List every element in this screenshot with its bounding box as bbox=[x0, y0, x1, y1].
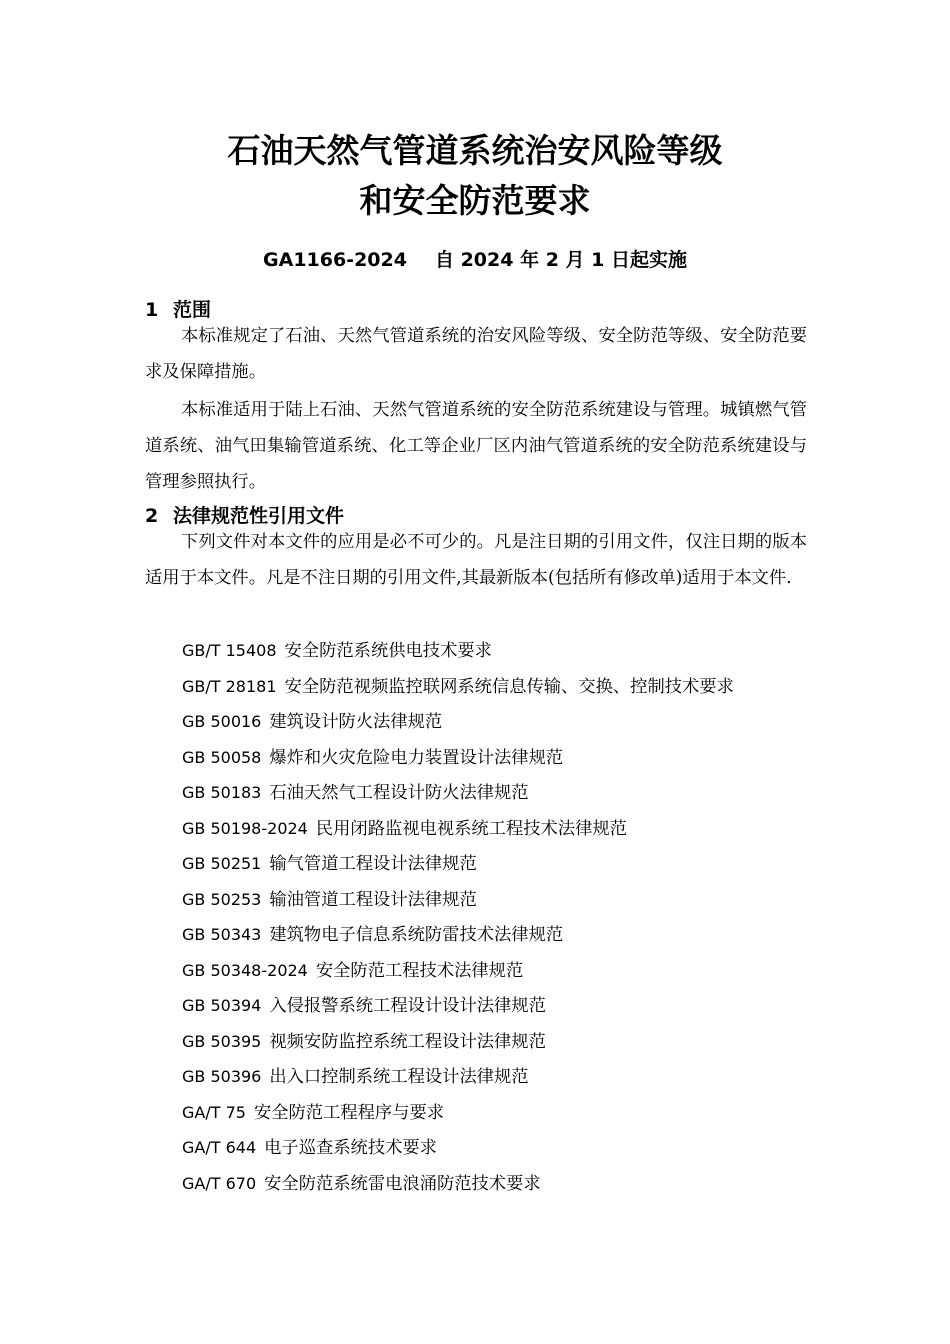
reference-code: GB/T 28181 bbox=[182, 677, 277, 696]
reference-code: GB 50198-2024 bbox=[182, 819, 308, 838]
reference-title: 安全防范工程技术法律规范 bbox=[315, 961, 524, 981]
reference-item bbox=[182, 780, 529, 806]
document-title-line-2: 和安全防范要求 bbox=[359, 181, 591, 220]
reference-title: 视频安防监控系统工程设计法律规范 bbox=[269, 1032, 546, 1052]
reference-title: 入侵报警系统工程设计设计法律规范 bbox=[269, 996, 546, 1016]
section-number: 1 bbox=[145, 299, 159, 321]
section-number: 2 bbox=[145, 505, 159, 527]
reference-item bbox=[182, 1029, 546, 1055]
section-title: 法律规范性引用文件 bbox=[173, 505, 345, 527]
reference-item bbox=[182, 1064, 529, 1090]
paragraph: 下列文件对本文件的应用是必不可少的。凡是注日期的引用文件，仅注日期的版本适用于本文件。凡是不注日期的引用文件,其最新版本(包括所有修改单)适用于本文件. bbox=[145, 532, 807, 588]
reference-code: GB 50395 bbox=[182, 1032, 262, 1051]
reference-title: 出入口控制系统工程设计法律规范 bbox=[269, 1067, 529, 1087]
document-title-line-1: 石油天然气管道系统治安风险等级 bbox=[227, 131, 723, 170]
reference-code: GA/T 670 bbox=[182, 1174, 257, 1193]
reference-item bbox=[182, 1171, 541, 1197]
reference-code: GA/T 644 bbox=[182, 1138, 257, 1157]
reference-title: 建筑设计防火法律规范 bbox=[269, 712, 443, 732]
reference-title: 爆炸和火灾危险电力装置设计法律规范 bbox=[269, 748, 564, 768]
reference-item bbox=[182, 709, 442, 735]
reference-item bbox=[182, 674, 734, 700]
reference-code: GB 50058 bbox=[182, 748, 262, 767]
reference-item bbox=[182, 851, 477, 877]
reference-item bbox=[182, 993, 546, 1019]
reference-title: 石油天然气工程设计防火法律规范 bbox=[269, 783, 529, 803]
reference-title: 安全防范视频监控联网系统信息传输、交换、控制技术要求 bbox=[284, 677, 734, 697]
reference-item bbox=[182, 922, 563, 948]
reference-code: GB 50343 bbox=[182, 925, 262, 944]
reference-title: 安全防范系统供电技术要求 bbox=[284, 641, 492, 661]
reference-item bbox=[182, 745, 563, 771]
paragraph: 本标准适用于陆上石油、天然气管道系统的安全防范系统建设与管理。城镇燃气管道系统、油气田集输管道系统、化工等企业厂区内油气管道系统的安全防范系统建设与管理参照执行。 bbox=[145, 400, 807, 492]
reference-title: 输油管道工程设计法律规范 bbox=[269, 890, 477, 910]
reference-code: GB 50183 bbox=[182, 783, 262, 802]
reference-item bbox=[182, 887, 477, 913]
effective-date: 自 2024 年 2 月 1 日起实施 bbox=[434, 249, 687, 271]
reference-code: GB 50396 bbox=[182, 1067, 262, 1086]
reference-title: 安全防范工程程序与要求 bbox=[253, 1103, 445, 1123]
reference-item bbox=[182, 958, 523, 984]
reference-title: 输气管道工程设计法律规范 bbox=[269, 854, 477, 874]
reference-code: GB 50016 bbox=[182, 712, 262, 731]
paragraph: 本标准规定了石油、天然气管道系统的治安风险等级、安全防范等级、安全防范要求及保障措施。 bbox=[145, 326, 807, 382]
reference-item bbox=[182, 1135, 437, 1161]
reference-item bbox=[182, 816, 627, 842]
section-title: 范围 bbox=[173, 299, 212, 321]
standard-meta bbox=[0, 246, 950, 274]
reference-title: 民用闭路监视电视系统工程技术法律规范 bbox=[315, 819, 627, 839]
reference-code: GB/T 15408 bbox=[182, 641, 277, 660]
reference-title: 建筑物电子信息系统防雷技术法律规范 bbox=[269, 925, 564, 945]
standard-code: GA1166-2024 bbox=[263, 249, 407, 271]
reference-code: GB 50348-2024 bbox=[182, 961, 308, 980]
reference-code: GB 50394 bbox=[182, 996, 262, 1015]
reference-item bbox=[182, 1100, 444, 1126]
reference-code: GA/T 75 bbox=[182, 1103, 246, 1122]
reference-item bbox=[182, 638, 492, 664]
reference-title: 安全防范系统雷电浪涌防范技术要求 bbox=[264, 1174, 541, 1194]
reference-title: 电子巡查系统技术要求 bbox=[264, 1138, 437, 1158]
reference-code: GB 50253 bbox=[182, 890, 262, 909]
reference-code: GB 50251 bbox=[182, 854, 262, 873]
